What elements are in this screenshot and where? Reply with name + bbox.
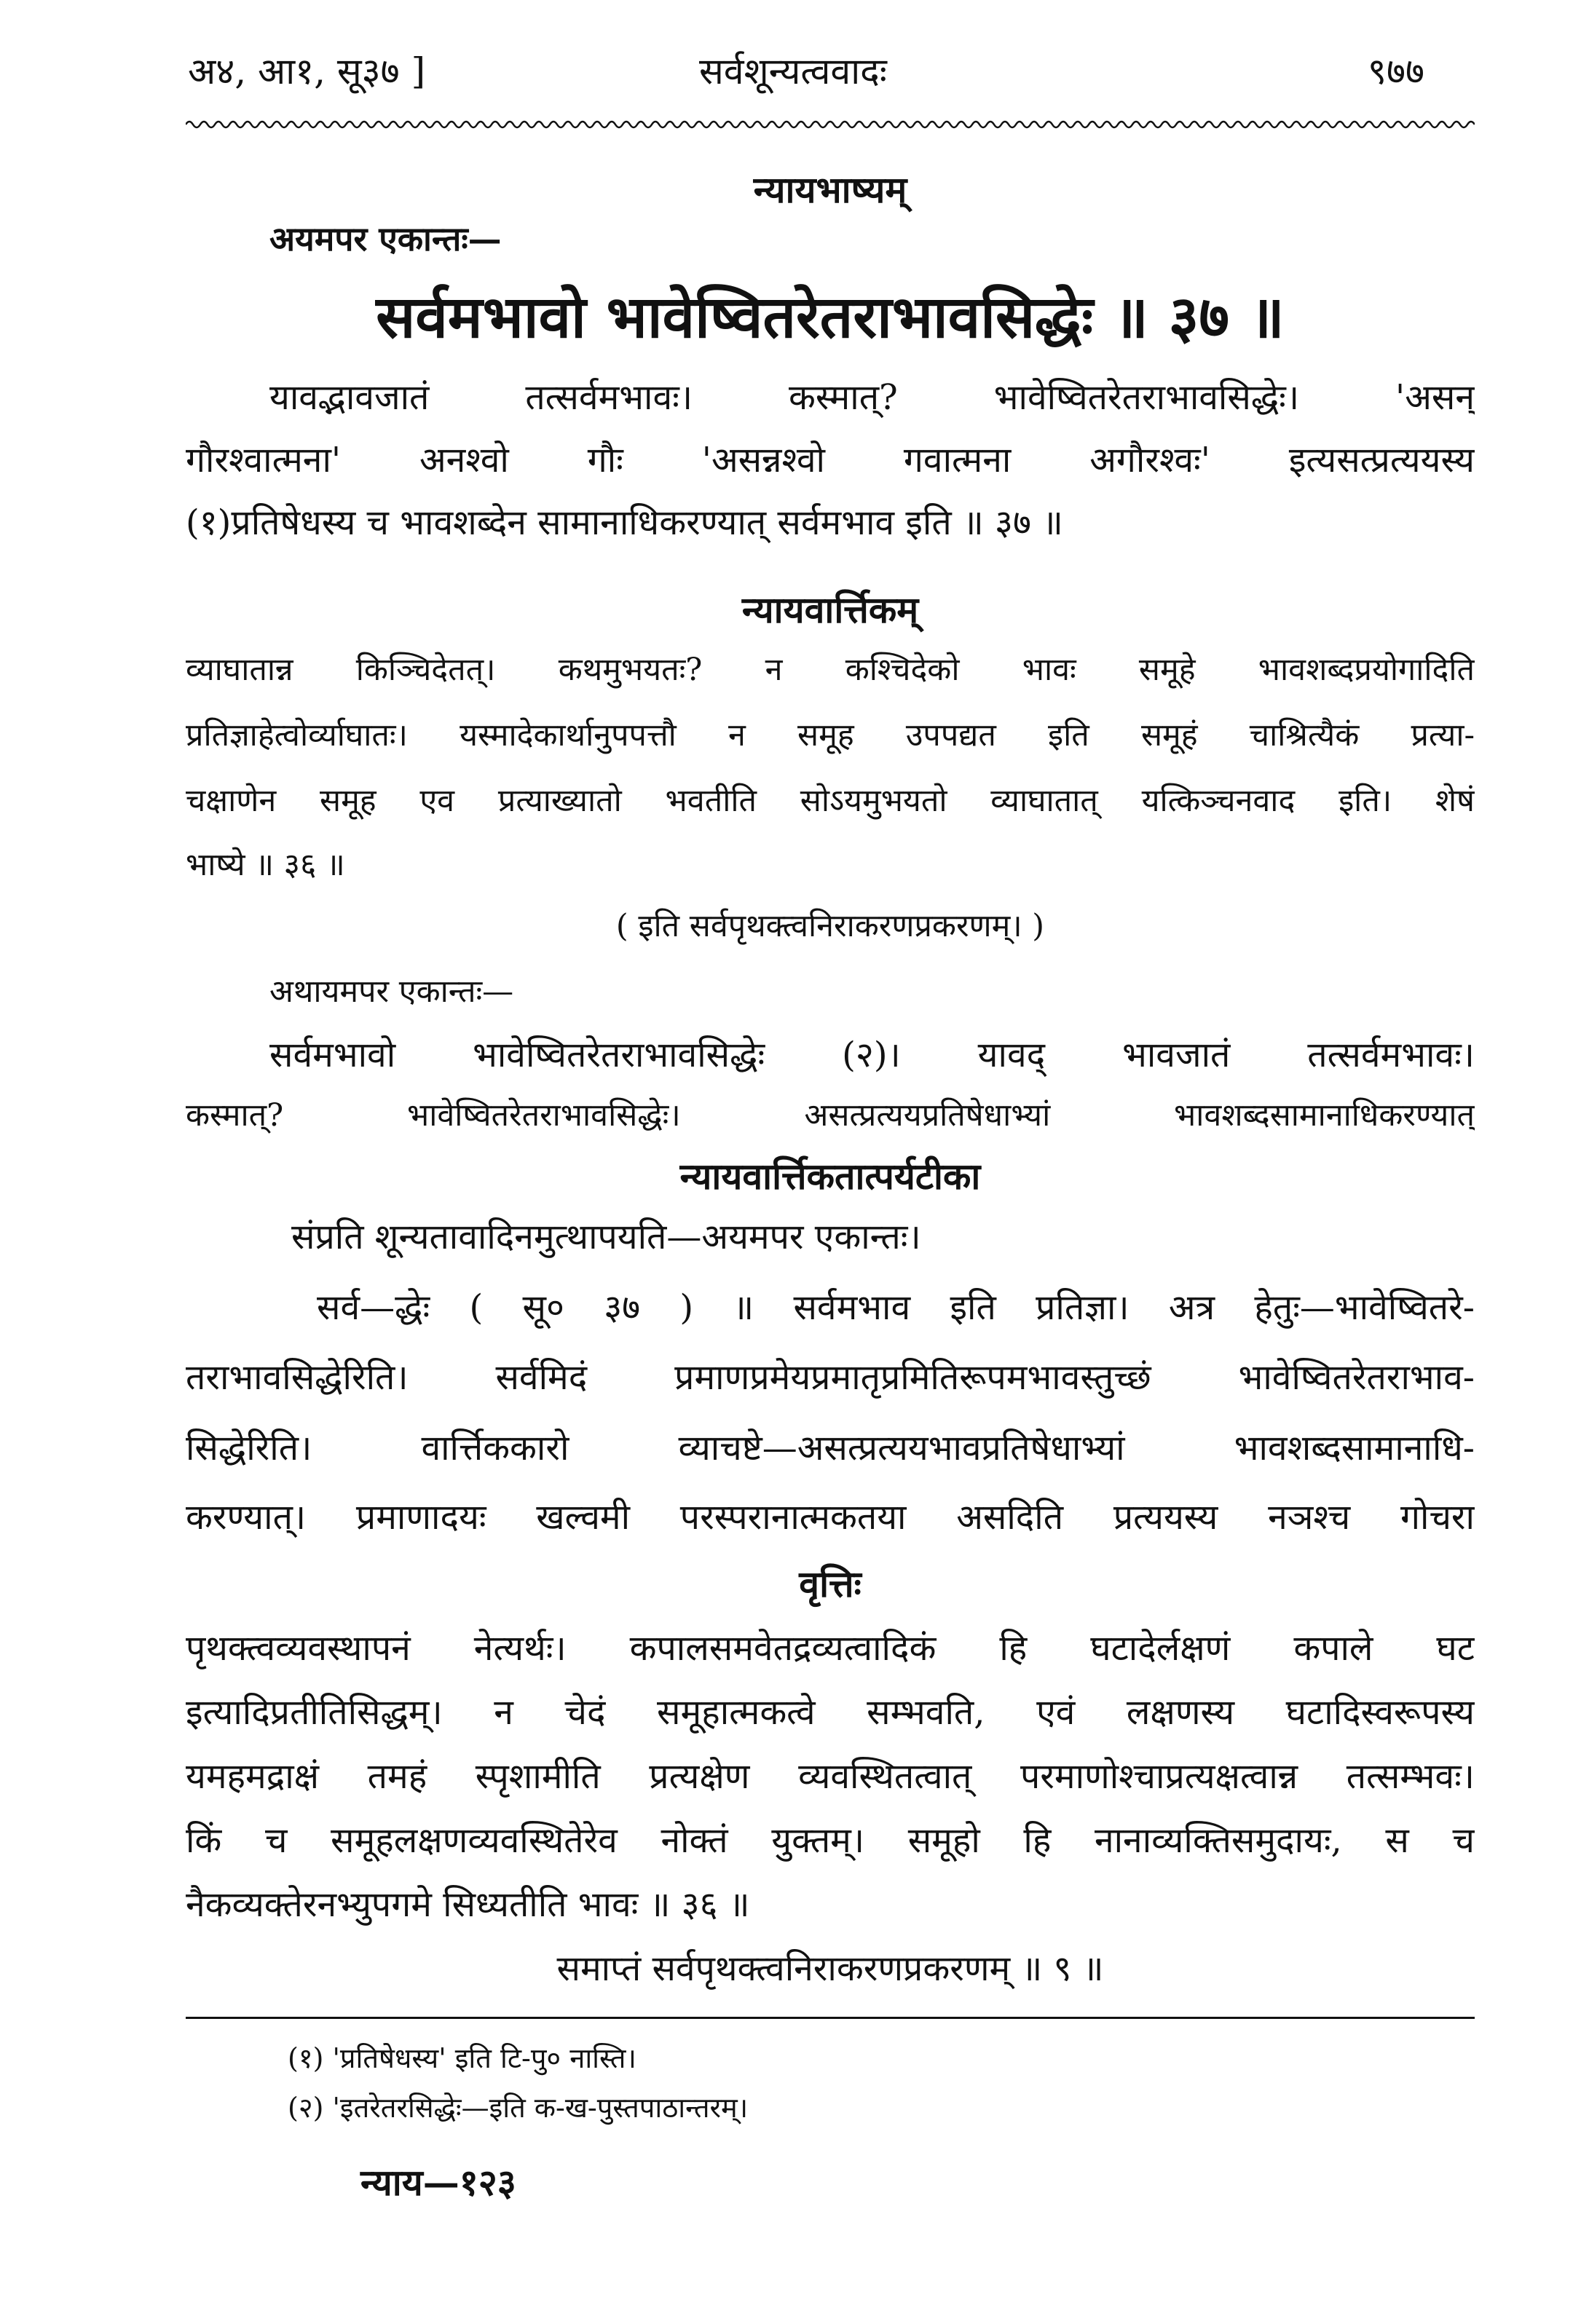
bhashya-line: गौरश्वात्मना' अनश्वो गौः 'असन्नश्वो गवात्मना अगौरश्वः' इत्यसत्प्रत्ययस्य bbox=[186, 440, 1475, 481]
tika-line: सिद्धेरिति। वार्त्तिककारो व्याचष्टे—असत्प्रत्ययभावप्रतिषेधाभ्यां भावशब्दसामानाधि- bbox=[186, 1428, 1475, 1469]
bhashya-intro: अयमपर एकान्तः— bbox=[269, 219, 502, 258]
tika-line: सर्व—द्धेः ( सू० ३७ ) ॥ सर्वमभाव इति प्रतिज्ञा। अत्र हेतुः—भावेष्वितरे- bbox=[317, 1287, 1475, 1328]
varttika-line: चक्षाणेन समूह एव प्रत्याख्यातो भवतीति सोऽयमुभयतो व्याघातात् यत्किञ्चनवाद इति। शेषं bbox=[186, 783, 1475, 819]
sutra-37: सर्वमभावो भावेष्वितरेतराभावसिद्धेः ॥ ३७ ॥ bbox=[376, 282, 1285, 351]
tika-heading: न्यायवार्त्तिकतात्पर्यटीका bbox=[679, 1155, 981, 1198]
vritti-closing: समाप्तं सर्वपृथक्त्वनिराकरणप्रकरणम् ॥ ९ ॥ bbox=[556, 1948, 1104, 1989]
header-title: सर्वशून्यत्ववादः bbox=[699, 50, 887, 92]
varttika-heading: न्यायवार्त्तिकम् bbox=[741, 588, 919, 631]
header-wavy-rule bbox=[186, 116, 1475, 133]
vritti-heading: वृत्तिः bbox=[799, 1562, 862, 1605]
vritti-line: किं च समूहलक्षणव्यवस्थितेरेव नोक्तं युक्तम्। समूहो हि नानाव्यक्तिसमुदायः, स च bbox=[186, 1820, 1475, 1861]
varttika-closing: ( इति सर्वपृथक्त्वनिराकरणप्रकरणम्। ) bbox=[615, 908, 1045, 944]
header-reference: अ४, आ१, सू३७ ] bbox=[188, 50, 426, 92]
signature-mark: न्याय—१२३ bbox=[360, 2161, 516, 2204]
varttika-intro2: अथायमपर एकान्तः— bbox=[269, 973, 514, 1010]
footnote-rule bbox=[186, 2017, 1475, 2019]
vritti-line: इत्यादिप्रतीतिसिद्धम्। न चेदं समूहात्मकत्वे सम्भवति, एवं लक्षणस्य घटादिस्वरूपस्य bbox=[186, 1692, 1475, 1733]
bhashya-heading: न्यायभाष्यम् bbox=[753, 168, 907, 211]
varttika-line: भाष्ये ॥ ३६ ॥ bbox=[186, 847, 345, 883]
bhashya-line: यावद्भावजातं तत्सर्वमभावः। कस्मात्? भावेष्वितरेतराभावसिद्धेः। 'असन् bbox=[269, 377, 1475, 418]
varttika-line: सर्वमभावो भावेष्वितरेतराभावसिद्धेः (२)। यावद् भावजातं तत्सर्वमभावः। bbox=[269, 1035, 1475, 1075]
tika-line: करण्यात्। प्रमाणादयः खल्वमी परस्परानात्मकतया असदिति प्रत्ययस्य नञश्च गोचरा bbox=[186, 1497, 1475, 1538]
varttika-line: व्याघातान्न किञ्चिदेतत्। कथमुभयतः? न कश्चिदेको भावः समूहे भावशब्दप्रयोगादिति bbox=[186, 652, 1475, 688]
tika-line: तराभावसिद्धेरिति। सर्वमिदं प्रमाणप्रमेयप्रमातृप्रमितिरूपमभावस्तुच्छं भावेष्वितरेतराभाव- bbox=[186, 1357, 1475, 1398]
varttika-line: प्रतिज्ञाहेत्वोर्व्याघातः। यस्मादेकार्थानुपपत्तौ न समूह उपपद्यत इति समूहं चाश्रित्यैकं प्रत्या- bbox=[186, 717, 1475, 754]
bhashya-line: (१)प्रतिषेधस्य च भावशब्देन सामानाधिकरण्यात् सर्वमभाव इति ॥ ३७ ॥ bbox=[186, 502, 1063, 543]
footnote: (१) 'प्रतिषेधस्य' इति टि-पु० नास्ति। bbox=[288, 2042, 636, 2074]
footnote: (२) 'इतरेतरसिद्धेः—इति क-ख-पुस्तपाठान्तरम्। bbox=[288, 2092, 749, 2124]
vritti-line: नैकव्यक्तेरनभ्युपगमे सिध्यतीति भावः ॥ ३६ ॥ bbox=[186, 1884, 750, 1925]
vritti-line: पृथक्त्वव्यवस्थापनं नेत्यर्थः। कपालसमवेतद्रव्यत्वादिकं हि घटादेर्लक्षणं कपाले घट bbox=[186, 1628, 1475, 1669]
vritti-line: यमहमद्राक्षं तमहं स्पृशामीति प्रत्यक्षेण व्यवस्थितत्वात् परमाणोश्चाप्रत्यक्षत्वान्न तत्सम्भवः। bbox=[186, 1756, 1475, 1797]
header-page-number: ९७७ bbox=[1368, 50, 1424, 92]
tika-line: संप्रति शून्यतावादिनमुत्थापयति—अयमपर एकान्तः। bbox=[291, 1217, 921, 1257]
varttika-line: कस्मात्? भावेष्वितरेतराभावसिद्धेः। असत्प्रत्ययप्रतिषेधाभ्यां भावशब्दसामानाधिकरण्यात् bbox=[186, 1097, 1475, 1134]
